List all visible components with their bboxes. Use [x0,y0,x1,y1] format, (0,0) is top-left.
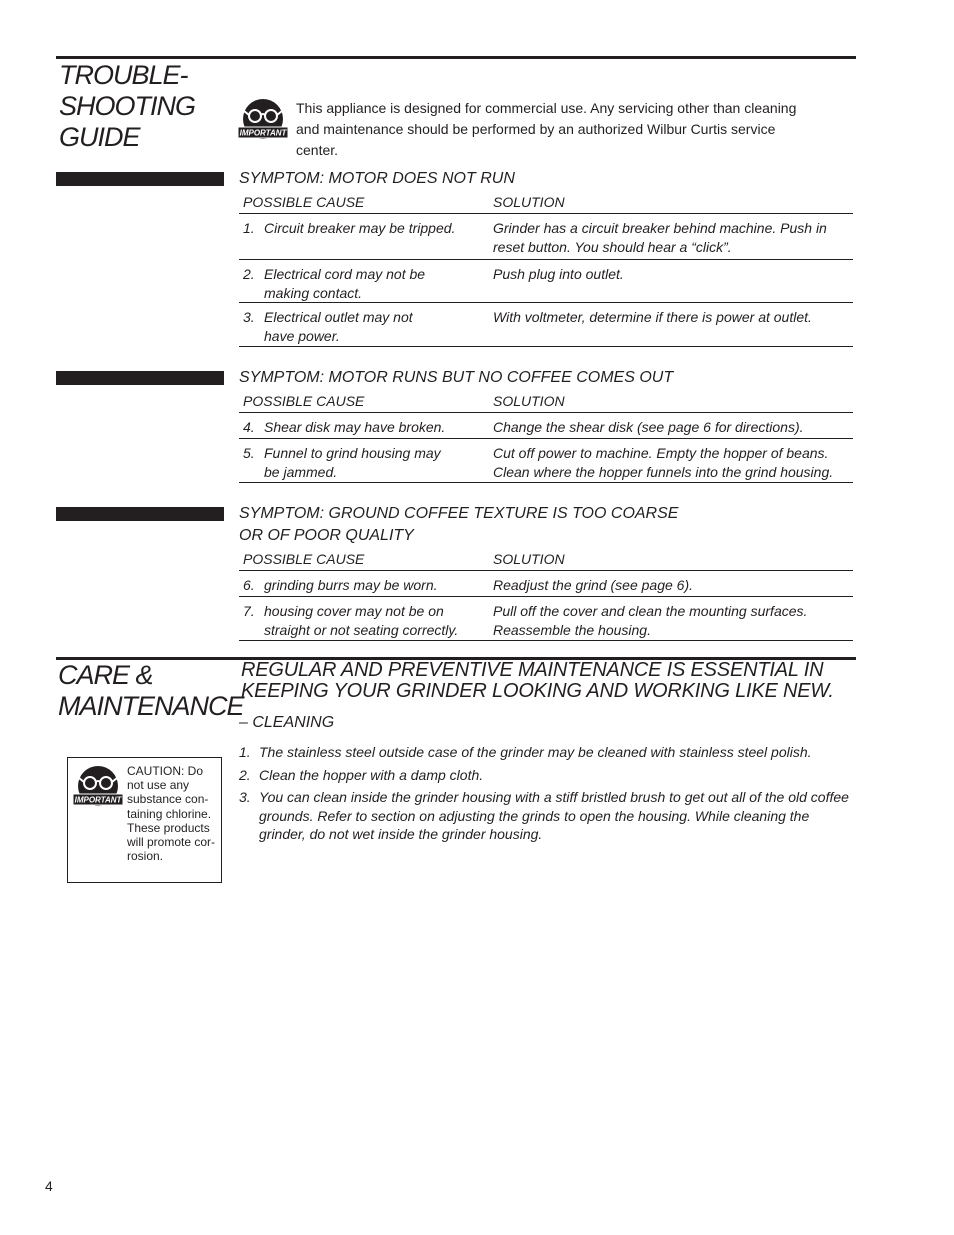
symptom-title: SYMPTOM: MOTOR RUNS BUT NO COFFEE COMES OUT [239,369,674,386]
row-number: 1. [243,220,255,236]
list-item [239,766,855,785]
table-row [239,413,853,439]
row-number: 7. [243,603,255,619]
row-number: 3. [243,309,255,325]
caution-box [67,757,222,883]
symptom-bar [56,371,224,385]
row-cause: grinding burrs may be worn. [264,577,438,593]
solution-header: SOLUTION [493,551,565,567]
list-item [239,788,855,844]
solution-header: SOLUTION [493,393,565,409]
cause-header: POSSIBLE CAUSE [243,393,365,409]
table-row [239,571,853,597]
row-solution: With voltmeter, determine if there is power at outlet. [493,309,812,325]
troubleshooting-title: TROUBLE- SHOOTING GUIDE [59,60,196,152]
row-cause: Shear disk may have broken. [264,419,446,435]
row-cause: Electrical outlet may not have power. [264,309,413,344]
page-number: 4 [45,1178,53,1194]
row-solution: Readjust the grind (see page 6). [493,577,694,593]
important-icon [238,98,288,148]
table-row [239,439,853,483]
care-title: CARE & MAINTENANCE [58,660,244,721]
row-number: 6. [243,577,255,593]
symptom-bar [56,172,224,186]
solution-header: SOLUTION [493,194,565,210]
table-row [239,303,853,347]
item-number: 1. [239,744,251,760]
caution-text: CAUTION: Do not use any substance con-taining chlorine. These products will promote cor-rosion. [127,764,216,864]
important-icon [73,765,123,815]
intro-text: This appliance is designed for commercial use. Any servicing other than cleaning and maintenance should be performed by an authorized Wilbur Curtis service center. [296,100,797,158]
table-row [239,214,853,260]
row-cause: housing cover may not be on straight or not seating correctly. [264,603,459,638]
row-number: 4. [243,419,255,435]
symptom-title: SYMPTOM: GROUND COFFEE TEXTURE IS TOO COARSE OR OF POOR QUALITY [239,505,679,544]
row-solution: Pull off the cover and clean the mounting surfaces. Reassemble the housing. [493,603,808,638]
item-text: Clean the hopper with a damp cloth. [259,766,484,783]
symptom-bar [56,507,224,521]
row-number: 2. [243,266,255,282]
symptom-title: SYMPTOM: MOTOR DOES NOT RUN [239,170,515,187]
section-top-rule [56,56,856,59]
row-solution: Change the shear disk (see page 6 for directions). [493,419,804,435]
row-cause: Funnel to grind housing may be jammed. [264,445,441,480]
row-number: 5. [243,445,255,461]
svg-text:IMPORTANT: IMPORTANT [74,795,122,805]
row-cause: Electrical cord may not be making contact. [264,266,426,301]
table-row [239,260,853,303]
row-solution: Push plug into outlet. [493,266,624,282]
cleaning-subheading: – CLEANING [239,714,335,731]
cleaning-list [239,743,855,848]
row-solution: Cut off power to machine. Empty the hopper of beans. Clean where the hopper funnels into the grind housing. [493,445,834,480]
svg-text:IMPORTANT: IMPORTANT [239,128,287,138]
item-number: 3. [239,789,251,805]
list-item [239,743,855,762]
cause-header: POSSIBLE CAUSE [243,551,365,567]
table-header [239,550,853,571]
table-header [239,193,853,214]
item-text: You can clean inside the grinder housing with a stiff bristled brush to get out all of the old coffee grounds. Refer to section on adjusting the grinds to open the housing. While cleaning the grinder, do not wet inside the grinder housing. [259,789,849,842]
cause-header: POSSIBLE CAUSE [243,194,365,210]
table-row [239,597,853,641]
table-header [239,392,853,413]
row-cause: Circuit breaker may be tripped. [264,220,456,236]
row-solution: Grinder has a circuit breaker behind machine. Push in reset button. You should hear a “click”. [493,220,827,255]
care-heading: REGULAR AND PREVENTIVE MAINTENANCE IS ESSENTIAL IN KEEPING YOUR GRINDER LOOKING AND WORKING LIKE NEW. [241,659,834,702]
item-number: 2. [239,766,251,783]
item-text: The stainless steel outside case of the grinder may be cleaned with stainless steel polish. [259,744,812,760]
